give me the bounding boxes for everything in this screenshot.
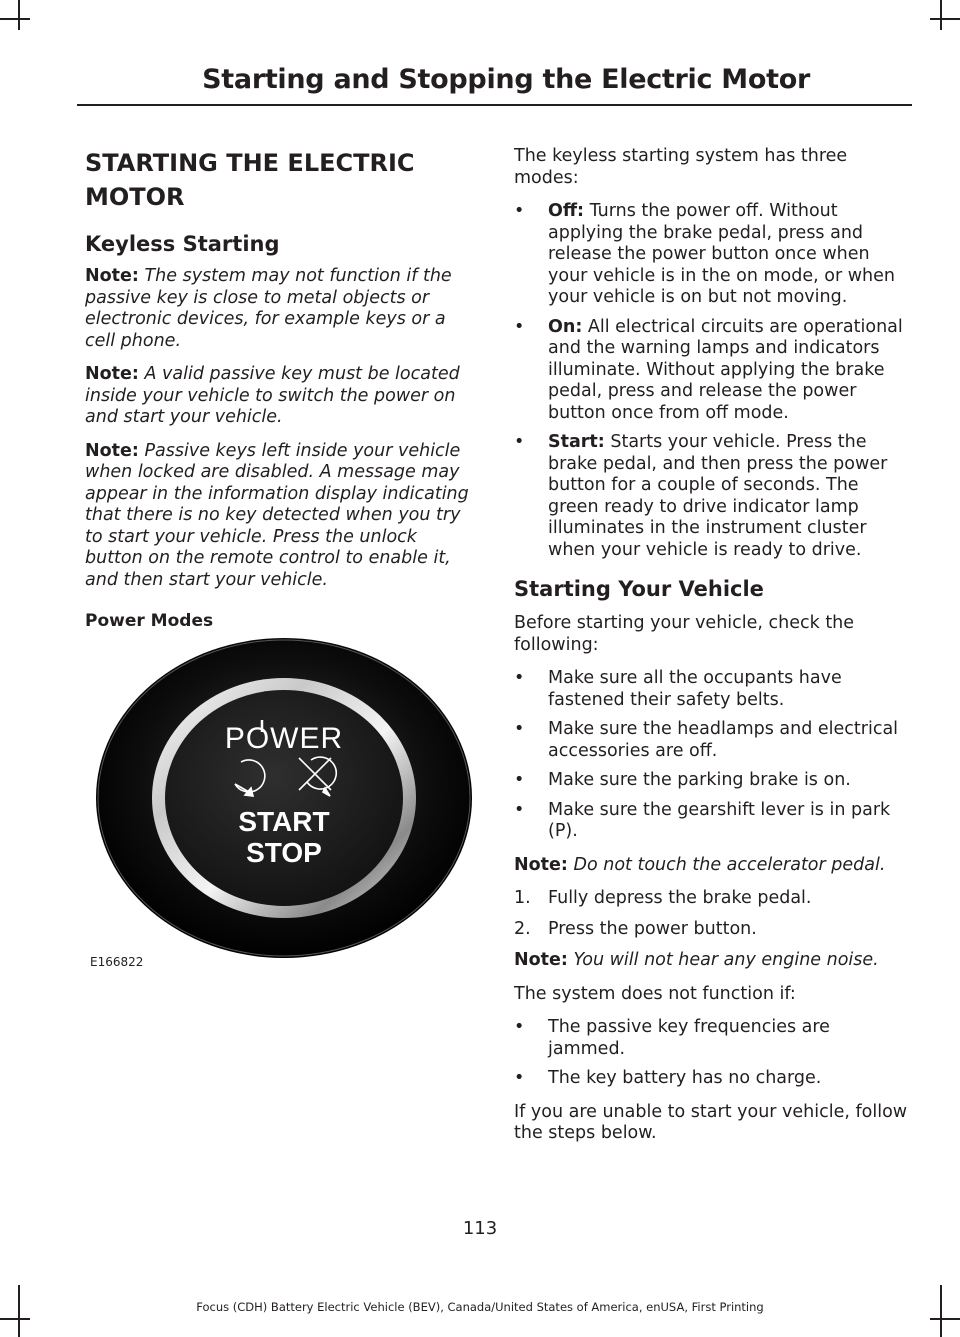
list-item — [514, 888, 909, 910]
page-header-title: Starting and Stopping the Electric Motor — [202, 64, 810, 95]
note-text: The system may not function if the passive key is close to metal objects or electronic devices, for example keys or a cell phone. — [85, 266, 452, 351]
button-text-start: START — [238, 806, 330, 837]
mode-text: All electrical circuits are operational and the warning lamps and indicators illuminate. Without applying the brake pedal, press and release the power button once from off mode. — [548, 316, 903, 423]
power-button-illustration — [85, 632, 475, 972]
check-list — [514, 668, 909, 843]
button-text-power: POWER — [224, 722, 344, 755]
crop-mark — [930, 18, 960, 20]
bullet-glyph: • — [514, 1068, 525, 1088]
left-column — [85, 146, 475, 647]
note-paragraph — [85, 266, 475, 352]
list-item — [514, 201, 909, 309]
right-column — [514, 146, 909, 1157]
condition-text: The passive key frequencies are jammed. — [548, 1017, 830, 1059]
note-label: Note: — [85, 364, 139, 384]
mode-label: On: — [548, 316, 583, 337]
list-item — [514, 719, 909, 762]
bullet-glyph: • — [514, 1017, 525, 1037]
crop-mark — [0, 18, 30, 20]
note-text: Do not touch the accelerator pedal. — [573, 854, 886, 875]
note-text: You will not hear any engine noise. — [573, 950, 879, 970]
check-text: Make sure the gearshift lever is in park (P). — [548, 799, 891, 841]
header-rule — [77, 104, 912, 106]
before-starting-text: Before starting your vehicle, check the following: — [514, 613, 855, 655]
bullet-glyph: • — [514, 799, 525, 820]
crop-mark — [18, 0, 20, 30]
subheading-keyless-starting: Keyless Starting — [85, 232, 280, 256]
list-item — [514, 919, 909, 941]
bullet-glyph: • — [514, 316, 525, 337]
check-text: Make sure all the occupants have fastened their safety belts. — [548, 668, 842, 710]
step-number: 2. — [514, 918, 531, 939]
list-item — [514, 668, 909, 711]
mode-label: Off: — [548, 201, 585, 221]
check-text: Make sure the parking brake is on. — [548, 770, 851, 790]
bullet-glyph: • — [514, 201, 525, 221]
step-text: Fully depress the brake pedal. — [548, 888, 812, 908]
note-text: A valid passive key must be located inside your vehicle to switch the power on and start your vehicle. — [85, 364, 460, 427]
step-list — [514, 888, 909, 940]
bullet-glyph: • — [514, 432, 525, 452]
note-label: Note: — [514, 950, 568, 970]
note-paragraph — [514, 950, 909, 972]
crop-mark — [940, 0, 942, 30]
list-item — [514, 1068, 909, 1090]
list-item — [514, 770, 909, 792]
power-button-figure — [85, 632, 475, 972]
subheading-starting-your-vehicle: Starting Your Vehicle — [514, 577, 764, 601]
list-item — [514, 317, 909, 425]
condition-text: The key battery has no charge. — [548, 1068, 822, 1088]
section-heading: STARTING THE ELECTRIC MOTOR — [85, 149, 415, 211]
step-text: Press the power button. — [548, 918, 757, 939]
note-label: Note: — [514, 854, 568, 875]
note-text: Passive keys left inside your vehicle when locked are disabled. A message may appear in the information display indicating that there is no key detected when you try to start your vehicle. Press the unlock button on the remote control to enable it, and then start your vehicle. — [85, 440, 469, 590]
list-item — [514, 1017, 909, 1060]
note-label: Note: — [85, 440, 139, 461]
note-label: Note: — [85, 266, 139, 286]
note-paragraph — [85, 364, 475, 429]
mode-text: Starts your vehicle. Press the brake pedal, and then press the power button for a couple of seconds. The green ready to drive indicator lamp illuminates in the instrument cluster when your vehicle is ready to drive. — [548, 432, 888, 560]
modes-intro: The keyless starting system has three modes: — [514, 146, 848, 188]
button-text-stop: STOP — [246, 837, 322, 868]
page-footer: Focus (CDH) Battery Electric Vehicle (BEV), Canada/United States of America, enUSA, First Printing — [196, 1300, 764, 1314]
check-text: Make sure the headlamps and electrical accessories are off. — [548, 719, 899, 761]
mode-list — [514, 201, 909, 561]
page-number: 113 — [462, 1218, 498, 1239]
crop-mark — [0, 1318, 30, 1320]
note-paragraph — [85, 441, 475, 592]
condition-list — [514, 1017, 909, 1090]
step-number: 1. — [514, 888, 531, 908]
mode-label: Start: — [548, 432, 605, 452]
list-item — [514, 432, 909, 561]
figure-code: E166822 — [90, 955, 144, 969]
unable-to-start-text: If you are unable to start your vehicle, follow the steps below. — [514, 1101, 908, 1143]
bullet-glyph: • — [514, 719, 525, 739]
not-function-text: The system does not function if: — [514, 983, 796, 1004]
bullet-glyph: • — [514, 668, 525, 688]
crop-mark — [930, 1318, 960, 1320]
subheading-power-modes: Power Modes — [85, 611, 214, 631]
bullet-glyph: • — [514, 770, 525, 790]
list-item — [514, 800, 909, 843]
mode-text: Turns the power off. Without applying the brake pedal, press and release the power button once when your vehicle is in the on mode, or when your vehicle is on but not moving. — [548, 201, 895, 307]
note-paragraph — [514, 855, 909, 877]
